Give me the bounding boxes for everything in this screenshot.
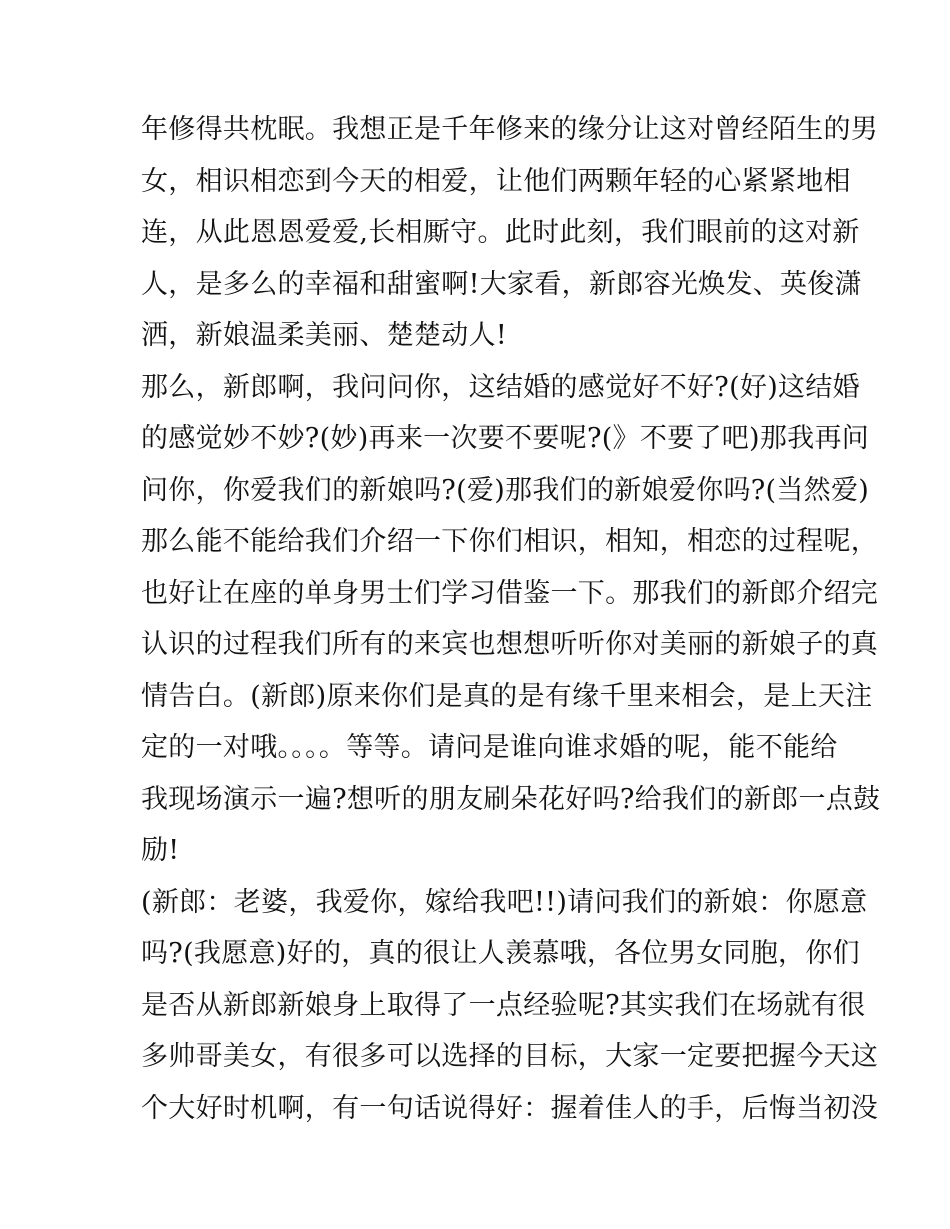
text-line: 那么能不能给我们介绍一下你们相识，相知，相恋的过程呢， [141, 526, 879, 557]
text-line: 那么，新郎啊，我问问你，这结婚的感觉好不好?(好)这结婚 [141, 371, 860, 403]
text-line: 认识的过程我们所有的来宾也想想听听你对美丽的新娘子的真 [141, 629, 879, 660]
text-line: 人，是多么的幸福和甜蜜啊!大家看，新郎容光焕发、英俊潇 [141, 268, 862, 300]
text-line: 问你，你爱我们的新娘吗?(爱)那我们的新娘爱你吗?(当然爱) [141, 474, 870, 506]
text-line: 年修得共枕眠。我想正是千年修来的缘分让这对曾经陌生的男 [141, 114, 879, 145]
text-line: 我现场演示一遍?想听的朋友刷朵花好吗?给我们的新郎一点鼓 [141, 783, 881, 815]
text-line: 连，从此恩恩爱爱,长相厮守。此时此刻，我们眼前的这对新 [141, 217, 860, 248]
text-line: 吗?(我愿意)好的，真的很让人羡慕哦，各位男女同胞，你们 [141, 938, 860, 969]
body-text [141, 104, 881, 1134]
text-line: 女，相识相恋到今天的相爱，让他们两颗年轻的心紧紧地相 [141, 165, 851, 197]
text-line: 个大好时机啊，有一句话说得好：握着佳人的手，后悔当初没 [141, 1092, 879, 1124]
text-line: (新郎：老婆，我爱你，嫁给我吧!!)请问我们的新娘：你愿意 [141, 886, 868, 918]
text-line: 情告白。(新郎)原来你们是真的是有缘千里来相会，是上天注 [141, 680, 873, 712]
text-line: 定的一对哦。。。。等等。请问是谁向谁求婚的呢，能不能给 [141, 732, 838, 763]
text-line: 多帅哥美女，有很多可以选择的目标，大家一定要把握今天这 [141, 1041, 879, 1072]
text-line: 也好让在座的单身男士们学习借鉴一下。那我们的新郎介绍完 [141, 577, 879, 609]
text-line: 是否从新郎新娘身上取得了一点经验呢?其实我们在场就有很 [141, 989, 866, 1021]
text-line: 励! [141, 835, 180, 866]
text-line: 洒，新娘温柔美丽、楚楚动人! [141, 320, 508, 351]
text-line: 的感觉妙不妙?(妙)再来一次要不要呢?(》不要了吧)那我再问 [141, 423, 870, 454]
